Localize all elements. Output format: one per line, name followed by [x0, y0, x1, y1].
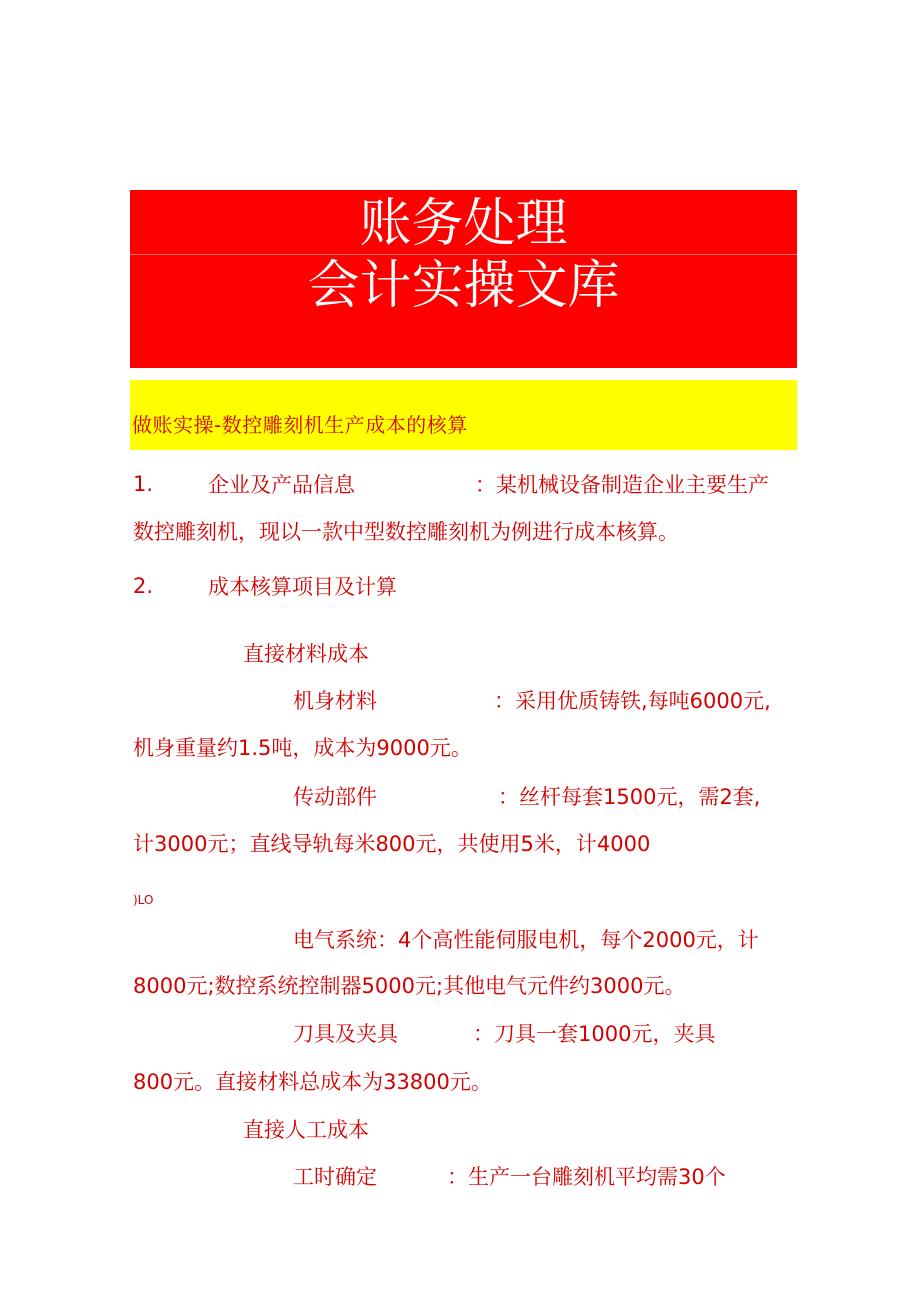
section1-number: 1. — [133, 472, 154, 496]
electrical-text-b: 8000元;数控系统控制器5000元;其他电气元件约3000元。 — [133, 974, 686, 998]
tools-text-b: 800元。直接材料总成本为33800元。 — [133, 1070, 492, 1094]
banner-divider — [130, 254, 797, 255]
direct-material-heading: 直接材料成本 — [243, 642, 369, 666]
body-material-label: 机身材料 — [293, 689, 377, 713]
section2-number: 2. — [133, 574, 154, 598]
direct-labor-heading: 直接人工成本 — [243, 1118, 369, 1142]
transmission-text-a: ：丝杆每套1500元，需2套, — [498, 785, 761, 809]
document-subtitle: 做账实操-数控雕刻机生产成本的核算 — [132, 413, 468, 437]
labor-hours-text-a: ：生产一台雕刻机平均需30个 — [447, 1165, 726, 1189]
tools-text-a: ：刀具一套1000元，夹具 — [473, 1022, 716, 1046]
section2-heading: 成本核算项目及计算 — [208, 575, 397, 599]
banner-title-line2: 会计实操文库 — [307, 256, 620, 316]
text-fragment: )LO — [133, 893, 154, 907]
labor-hours-label: 工时确定 — [293, 1165, 377, 1189]
subtitle-bar — [130, 380, 797, 450]
section1-text-a: ：某机械设备制造企业主要生产 — [475, 473, 769, 497]
body-material-text-a: ：采用优质铸铁,每吨6000元, — [494, 689, 771, 713]
tools-label: 刀具及夹具 — [293, 1022, 398, 1046]
section1-heading: 企业及产品信息 — [208, 473, 355, 497]
transmission-text-b: 计3000元；直线导轨每米800元，共使用5米，计4000 — [133, 832, 651, 856]
section1-text-b: 数控雕刻机，现以一款中型数控雕刻机为例进行成本核算。 — [133, 520, 679, 544]
banner-title-line1: 账务处理 — [359, 194, 568, 254]
electrical-text-a: 电气系统：4个高性能伺服电机，每个2000元，计 — [293, 928, 759, 952]
body-material-text-b: 机身重量约1.5吨，成本为9000元。 — [133, 736, 472, 760]
transmission-label: 传动部件 — [293, 785, 377, 809]
title-banner — [130, 190, 797, 368]
